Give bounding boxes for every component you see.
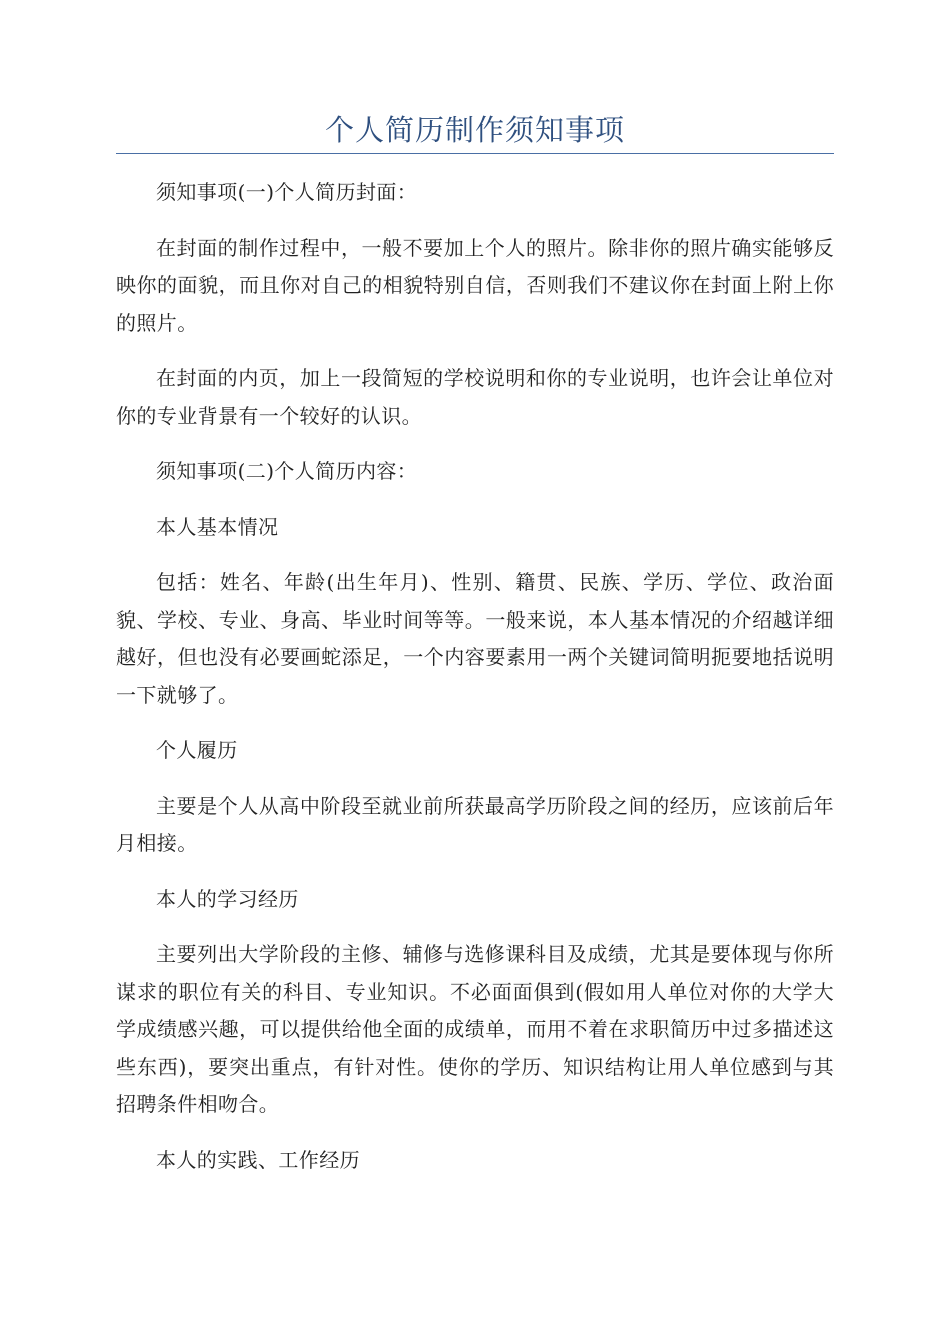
subheading-study-experience: 本人的学习经历 [156, 886, 299, 911]
document-body [116, 174, 834, 1197]
paragraph-study-experience: 主要列出大学阶段的主修、辅修与选修课科目及成绩，尤其是要体现与你所谋求的职位有关的科目、专业知识。不必面面俱到(假如用人单位对你的大学大学成绩感兴趣，可以提供给他全面的成绩单，而用不着在求职简历中过多描述这些东西)，要突出重点，有针对性。使你的学历、知识结构让用人单位感到与其招聘条件相吻合。 [116, 942, 834, 1116]
section-heading-content: 须知事项(二)个人简历内容： [156, 459, 418, 483]
subheading-work-experience: 本人的实践、工作经历 [156, 1147, 360, 1172]
subheading-basic-info: 本人基本情况 [156, 514, 279, 539]
paragraph-personal-history: 主要是个人从高中阶段至就业前所获最高学历阶段之间的经历，应该前后年月相接。 [116, 793, 834, 855]
page-title: 个人简历制作须知事项 [324, 113, 625, 147]
paragraph-cover-inner-page: 在封面的内页，加上一段简短的学校说明和你的专业说明，也许会让单位对你的专业背景有一个较好的认识。 [116, 366, 834, 428]
section-heading-cover: 须知事项(一)个人简历封面： [156, 180, 418, 204]
title-underline [116, 153, 834, 154]
subheading-personal-history: 个人履历 [156, 738, 238, 762]
paragraph-basic-info: 包括：姓名、年龄(出生年月)、性别、籍贯、民族、学历、学位、政治面貌、学校、专业、身高、毕业时间等等。一般来说，本人基本情况的介绍越详细越好，但也没有必要画蛇添足，一个内容要素用一两个关键词简明扼要地括说明一下就够了。 [116, 570, 834, 707]
paragraph-cover-photo: 在封面的制作过程中，一般不要加上个人的照片。除非你的照片确实能够反映你的面貌，而且你对自己的相貌特别自信，否则我们不建议你在封面上附上你的照片。 [116, 235, 834, 335]
